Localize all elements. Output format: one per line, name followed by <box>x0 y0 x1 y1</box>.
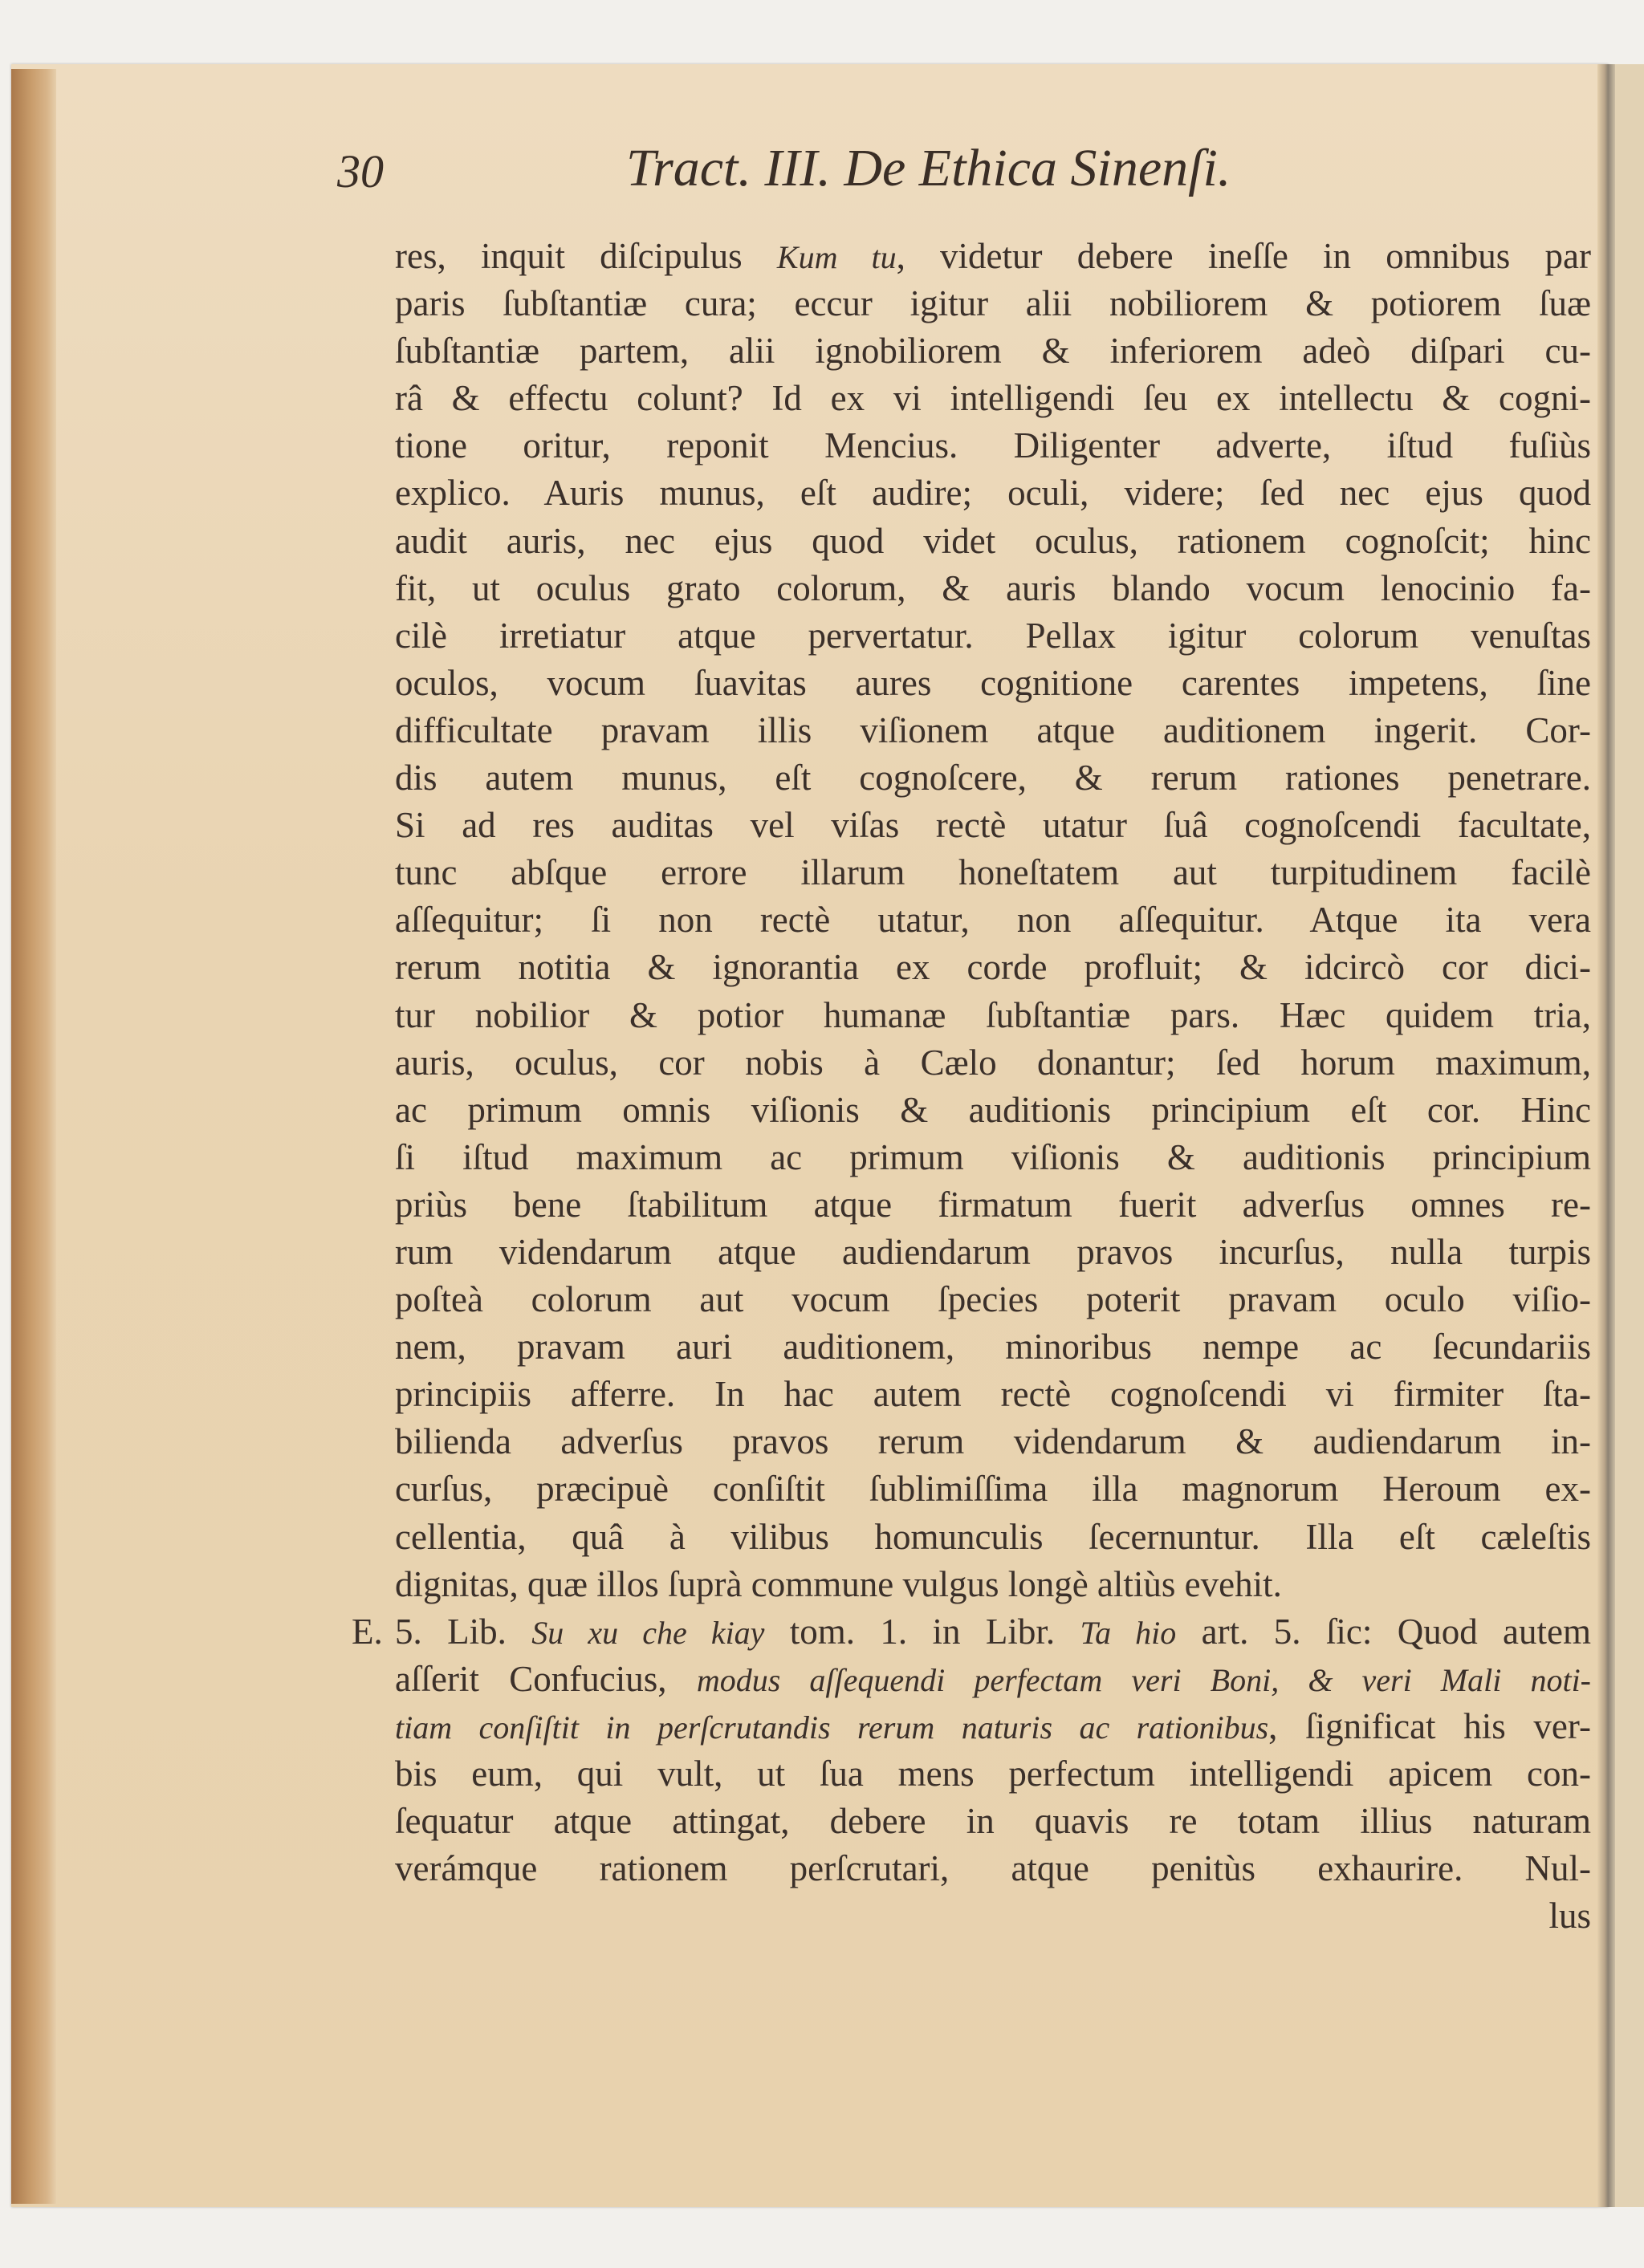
text-line <box>395 612 1591 660</box>
text-segment: lus <box>1548 1896 1591 1937</box>
text-segment: ſi iſtud maximum ac primum viſionis & auditionis principium <box>395 1136 1591 1177</box>
text-line <box>395 375 1591 422</box>
running-header: Tract. III. De Ethica Sinenſi. <box>626 139 1231 197</box>
text-segment: tom. 1. in Libr. <box>764 1611 1080 1652</box>
text-line <box>395 1323 1591 1371</box>
text-segment: ſequatur atque attingat, debere in quavis re totam illius naturam <box>395 1801 1591 1842</box>
text-line <box>395 518 1591 565</box>
text-line <box>395 1087 1591 1134</box>
text-line <box>395 1039 1591 1087</box>
text-segment: principiis afferre. In hac autem rectè cognoſcendi vi firmiter ſta- <box>395 1374 1591 1415</box>
text-segment: ſubſtantiæ partem, alii ignobiliorem & inferiorem adeò diſpari cu- <box>395 331 1591 372</box>
text-segment: bilienda adverſus pravos rerum videndarum & audiendarum in- <box>395 1421 1591 1462</box>
text-segment: tunc abſque errore illarum honeſtatem aut turpitudinem facilè <box>395 852 1591 893</box>
text-segment: , ſignificat his ver- <box>1268 1705 1591 1746</box>
text-segment: , videtur debere ineſſe in omnibus par <box>896 236 1591 276</box>
text-segment: râ & effectu colunt? Id ex vi intelligendi ſeu ex intellectu & cogni- <box>395 378 1591 419</box>
text-segment: priùs bene ſtabilitum atque firmatum fuerit adverſus omnes re- <box>395 1184 1591 1225</box>
text-line <box>395 1798 1591 1845</box>
text-segment: nem, pravam auri auditionem, minoribus nempe ac ſecundariis <box>395 1327 1591 1368</box>
text-line <box>395 707 1591 754</box>
text-line <box>395 754 1591 802</box>
italic-text: Su xu che kiay <box>531 1614 765 1651</box>
text-segment: difficultate pravam illis viſionem atque auditionem ingerit. Cor- <box>395 709 1591 750</box>
text-segment: cellentia, quâ à vilibus homunculis ſecernuntur. Illa eſt cæleſtis <box>395 1516 1591 1557</box>
text-segment: art. 5. ſic: Quod autem <box>1176 1611 1591 1652</box>
text-segment: verámque rationem perſcrutari, atque penitùs exhaurire. Nul- <box>395 1848 1591 1889</box>
italic-text: modus aſſequendi perfectam veri Boni, & veri Mali noti- <box>696 1661 1591 1698</box>
book-gutter <box>1597 64 1615 2207</box>
text-segment: audit auris, nec ejus quod videt oculus, rationem cognoſcit; hinc <box>395 520 1591 561</box>
margin-note: E. <box>352 1611 383 1652</box>
facing-page-edge <box>1615 64 1644 2207</box>
text-line <box>395 1561 1591 1608</box>
text-line <box>395 565 1591 612</box>
text-segment: aſſequitur; ſi non rectè utatur, non aſſequitur. Atque ita vera <box>395 900 1591 941</box>
text-line <box>395 233 1591 280</box>
text-line <box>395 1229 1591 1276</box>
text-line <box>395 849 1591 896</box>
text-segment: auris, oculus, cor nobis à Cælo donantur; ſed horum maximum, <box>395 1042 1591 1083</box>
text-segment: dis autem munus, eſt cognoſcere, & rerum rationes penetrare. <box>395 758 1591 799</box>
text-line <box>395 280 1591 327</box>
italic-text: Ta hio <box>1080 1614 1177 1651</box>
text-line <box>395 896 1591 944</box>
body-text <box>395 233 1591 1940</box>
text-segment: poſteà colorum aut vocum ſpecies poterit pravam oculo viſio- <box>395 1279 1591 1320</box>
page-number: 30 <box>337 145 384 197</box>
text-segment: paris ſubſtantiæ cura; eccur igitur alii nobiliorem & potiorem ſuæ <box>395 283 1591 324</box>
text-segment: explico. Auris munus, eſt audire; oculi, videre; ſed nec ejus quod <box>395 473 1591 514</box>
italic-text: Kum tu <box>776 239 897 275</box>
page-edge <box>11 69 56 2204</box>
text-line <box>395 1845 1591 1892</box>
text-line <box>395 469 1591 517</box>
text-line <box>395 1371 1591 1418</box>
text-line <box>395 1465 1591 1513</box>
text-segment: tur nobilior & potior humanæ ſubſtantiæ pars. Hæc quidem tria, <box>395 994 1591 1035</box>
text-line <box>395 1276 1591 1323</box>
text-segment: oculos, vocum ſuavitas aures cognitione carentes impetens, ſine <box>395 662 1591 703</box>
text-line <box>395 944 1591 991</box>
text-line <box>395 327 1591 375</box>
text-line <box>395 802 1591 849</box>
text-line <box>395 1892 1591 1940</box>
text-segment: rerum notitia & ignorantia ex corde profluit; & idcircò cor dici- <box>395 947 1591 988</box>
text-segment: Si ad res auditas vel viſas rectè utatur ſuâ cognoſcendi facultate, <box>395 805 1591 846</box>
text-line <box>395 422 1591 469</box>
text-segment: rum videndarum atque audiendarum pravos incurſus, nulla turpis <box>395 1231 1591 1272</box>
text-segment: 5. Lib. <box>395 1611 532 1652</box>
text-line <box>395 1750 1591 1798</box>
text-segment: fit, ut oculus grato colorum, & auris blando vocum lenocinio fa- <box>395 567 1591 608</box>
text-line <box>395 992 1591 1039</box>
text-segment: res, inquit diſcipulus <box>395 236 777 276</box>
text-segment: ac primum omnis viſionis & auditionis principium eſt cor. Hinc <box>395 1089 1591 1130</box>
text-line <box>395 1418 1591 1465</box>
text-line <box>395 1703 1591 1750</box>
text-line <box>395 1181 1591 1229</box>
text-segment: tione oritur, reponit Mencius. Diligenter adverte, iſtud fuſiùs <box>395 425 1591 466</box>
text-segment: cilè irretiatur atque pervertatur. Pellax igitur colorum venuſtas <box>395 615 1591 656</box>
italic-text: tiam conſiſtit in perſcrutandis rerum naturis ac rationibus <box>395 1709 1269 1746</box>
text-line <box>395 660 1591 707</box>
text-line <box>395 1656 1591 1703</box>
text-line <box>395 1608 1591 1656</box>
text-line <box>395 1514 1591 1561</box>
text-segment: dignitas, quæ illos ſuprà commune vulgus longè altiùs evehit. <box>395 1563 1282 1604</box>
text-segment: aſſerit Confucius, <box>395 1658 697 1699</box>
text-segment: curſus, præcipuè conſiſtit ſublimiſſima illa magnorum Heroum ex- <box>395 1469 1591 1510</box>
text-segment: bis eum, qui vult, ut ſua mens perfectum intelligendi apicem con- <box>395 1754 1591 1794</box>
text-line <box>395 1134 1591 1181</box>
